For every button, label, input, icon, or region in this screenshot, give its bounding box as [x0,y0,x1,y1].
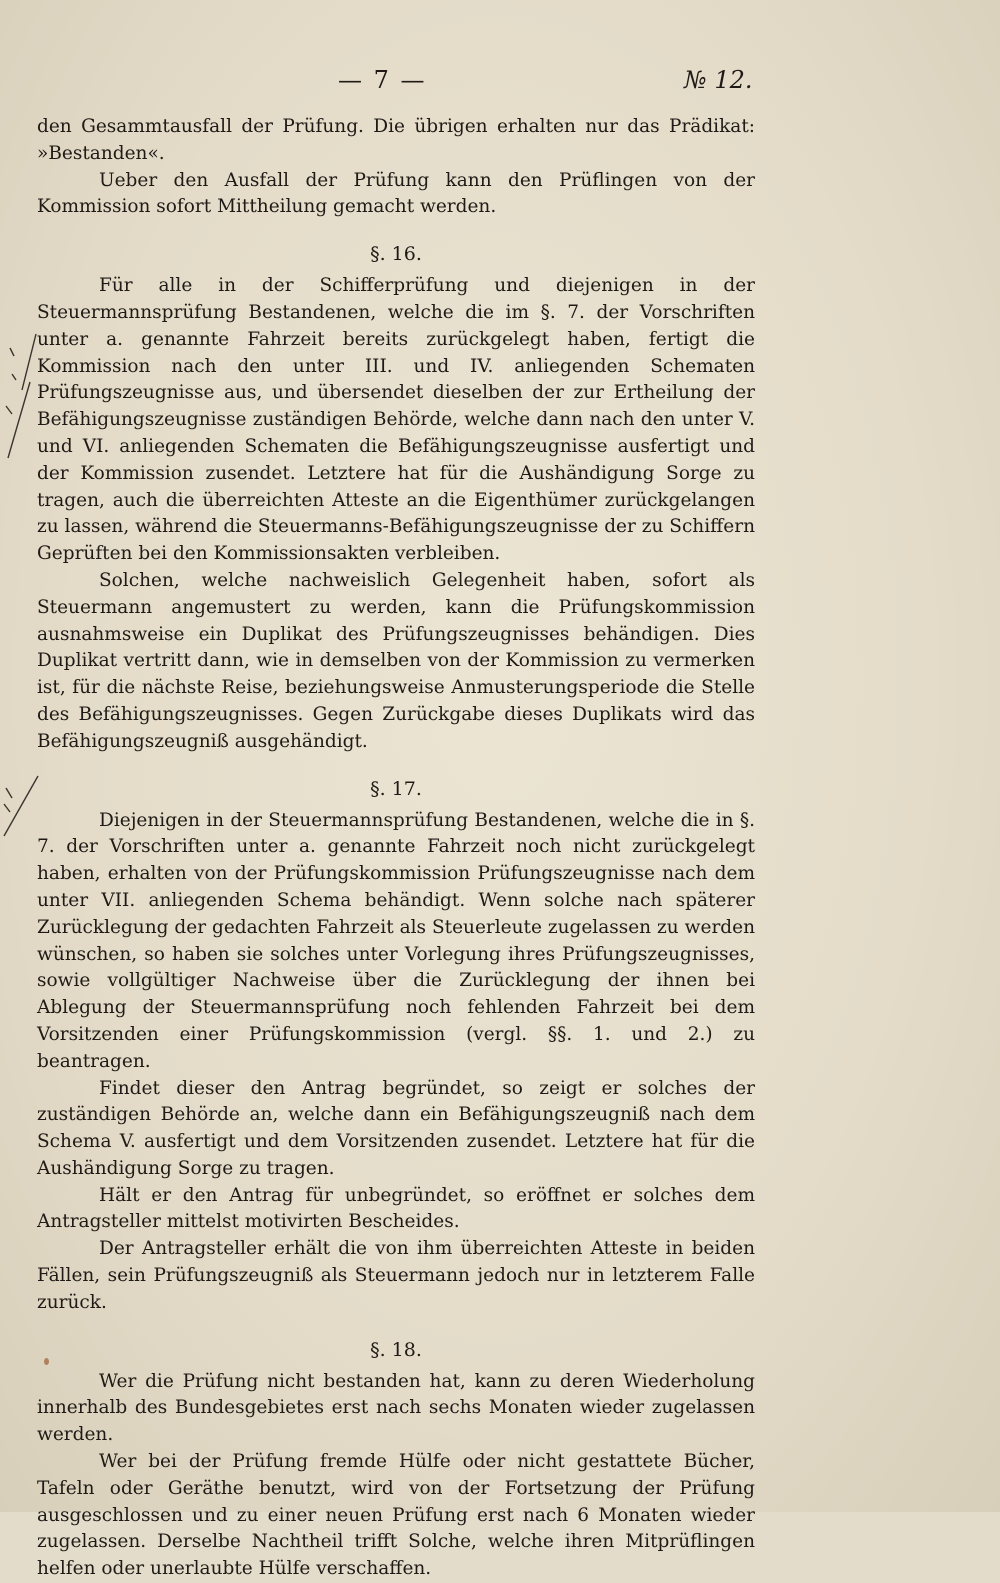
paragraph-2: Ueber den Ausfall der Prüfung kann den Prüflingen von der Kommission sofort Mittheilung gemacht werden. [37,169,755,218]
page-header [0,66,1000,100]
paragraph-7: Hält er den Antrag für unbegründet, so eröffnet er solches dem Antragsteller mittelst motivirten Bescheides. [37,1184,755,1233]
page-number: — 7 — [338,66,427,94]
paragraph-9: Wer die Prüfung nicht bestanden hat, kann zu deren Wiederholung innerhalb des Bundesgebietes erst nach sechs Monaten wieder zugelassen werden. [37,1370,755,1446]
body-text [37,114,755,1583]
section-heading-16: §. 16. [370,243,422,266]
paragraph-1: den Gesammtausfall der Prüfung. Die übrigen erhalten nur das Prädikat: »Bestanden«. [37,116,755,164]
section-heading-18: §. 18. [370,1338,422,1361]
margin-pencil-mark-1 [0,330,40,460]
issue-number: № 12. [684,66,753,94]
section-heading-17: §. 17. [370,777,422,800]
paragraph-10: Wer bei der Prüfung fremde Hülfe oder nicht gestattete Bücher, Tafeln oder Geräthe benutzt, wird von der Fortsetzung der Prüfung ausgeschlossen und zu einer neuen Prüfung erst nach 6 Monaten wieder zugelassen. Derselbe Nachtheil trifft Solche, welche ihren Mitprüflingen helfen oder unerlaubte Hülfe verschaffen. [37,1451,755,1580]
paragraph-8: Der Antragsteller erhält die von ihm überreichten Atteste in beiden Fällen, sein Prüfungszeugniß als Steuermann jedoch nur in letzterem Falle zurück. [37,1238,755,1313]
paragraph-6: Findet dieser den Antrag begründet, so zeigt er solches der zuständigen Behörde an, welche dann ein Befähigungszeugniß nach dem Schema V. ausfertigt und dem Vorsitzenden zusendet. Letztere hat für die Aushändigung Sorge zu tragen. [37,1077,755,1179]
paragraph-4: Solchen, welche nachweislich Gelegenheit haben, sofort als Steuermann angemustert zu werden, kann die Prüfungskommission ausnahmsweise ein Duplikat des Prüfungszeugnisses behändigen. Dies Duplikat vertritt dann, wie in demselben von der Kommission zu vermerken ist, für die nächste Reise, beziehungsweise Anmusterungsperiode die Stelle des Befähigungszeugnisses. Gegen Zurückgabe dieses Duplikats wird das Befähigungszeugniß ausgehändigt. [37,569,755,752]
ink-spot [44,1358,49,1365]
margin-pencil-mark-2 [0,770,40,840]
paragraph-3: Für alle in der Schifferprüfung und diejenigen in der Steuermannsprüfung Bestandenen, welche die im §. 7. der Vorschriften unter a. genannte Fahrzeit bereits zurückgelegt haben, fertigt die Kommission nach den unter III. und IV. anliegenden Schematen Prüfungszeugnisse aus, und übersendet dieselben der zur Ertheilung der Befähigungszeugnisse zuständigen Behörde, welche dann nach den unter V. und VI. anliegenden Schematen die Befähigungszeugnisse ausfertigt und der Kommission zusendet. Letztere hat für die Aushändigung Sorge zu tragen, auch die überreichten Atteste an die Eigenthümer zurückgelangen zu lassen, während die Steuermanns-Befähigungszeugnisse der zu Schiffern Geprüften bei den Kommissionsakten verbleiben. [37,275,755,565]
paragraph-5: Diejenigen in der Steuermannsprüfung Bestandenen, welche die in §. 7. der Vorschriften unter a. genannte Fahrzeit noch nicht zurückgelegt haben, erhalten von der Prüfungskommission Prüfungszeugnisse nach dem unter VII. anliegenden Schema behändigt. Wenn solche nach späterer Zurücklegung der gedachten Fahrzeit als Steuerleute zugelassen zu werden wünschen, so haben sie solches unter Vorlegung ihres Prüfungszeugnisses, sowie vollgültiger Nachweise über die Zurücklegung der ihnen bei Ablegung der Steuermannsprüfung noch fehlenden Fahrzeit bei dem Vorsitzenden einer Prüfungskommission (vergl. §§. 1. und 2.) zu beantragen. [37,809,755,1072]
